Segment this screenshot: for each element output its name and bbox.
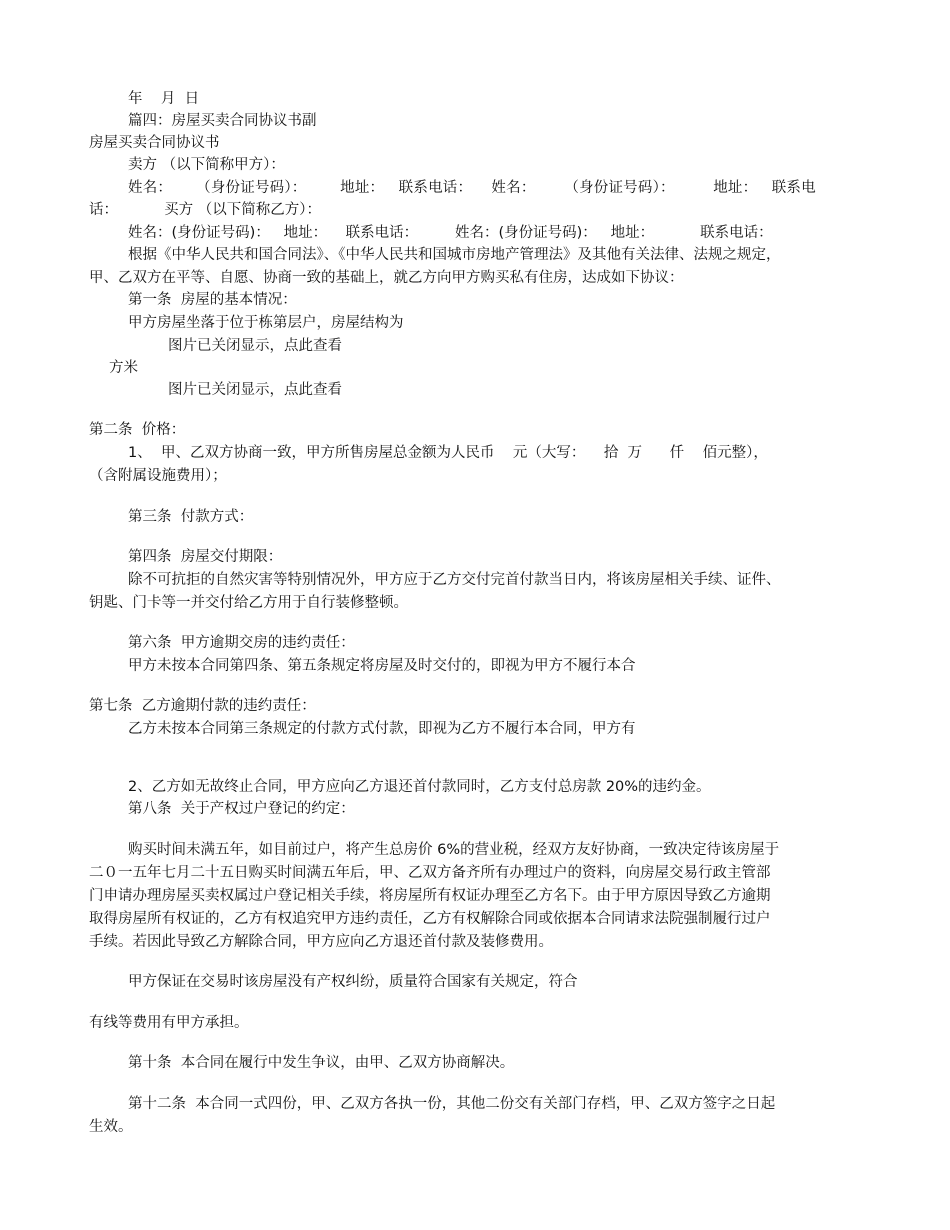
clause-3-heading: 第三条 付款方式： xyxy=(128,509,254,525)
clause-4-text-1: 除不可抗拒的自然灾害等特别情况外，甲方应于乙方交付完首付款当日内，将该房屋相关手续、证件、 xyxy=(128,572,781,588)
clause-8-heading: 第八条 关于产权过户登记的约定： xyxy=(128,801,355,817)
clause-8-text-2: 二０一五年七月二十五日购买时间满五年后，甲、乙双方备齐所有办理过户的资料，向房屋交易行政主管部 xyxy=(89,865,771,881)
clause-12-text-1: 第十二条 本合同一式四份，甲、乙双方各执一份，其他二份交有关部门存档，甲、乙双方签字之日起 xyxy=(128,1096,776,1112)
date-line: 年 月 日 xyxy=(128,91,200,107)
clause-7-heading: 第七条 乙方逾期付款的违约责任： xyxy=(89,698,316,714)
image-placeholder-link[interactable]: 图片已关闭显示，点此查看 xyxy=(168,382,342,398)
article-heading: 篇四：房屋买卖合同协议书副 xyxy=(128,113,317,129)
clause-7-item-2: 2、乙方如无故终止合同，甲方应向乙方退还首付款同时，乙方支付总房款 20%的违约金。 xyxy=(128,779,711,795)
seller-fields-line: 姓名： （身份证号码）： 地址： 联系电话： 姓名： （身份证号码）： 地址： 联系电 xyxy=(128,180,816,196)
clause-1-text: 甲方房屋坐落于位于栋第层户，房屋结构为 xyxy=(128,315,404,331)
clause-4-text-2: 钥匙、门卡等一并交付给乙方用于自行装修整顿。 xyxy=(89,595,408,611)
fee-text: 有线等费用有甲方承担。 xyxy=(89,1015,249,1031)
image-placeholder-link[interactable]: 图片已关闭显示，点此查看 xyxy=(168,338,342,354)
clause-4-heading: 第四条 房屋交付期限： xyxy=(128,549,283,565)
clause-2-item-1-cont: （含附属设施费用）； xyxy=(89,468,227,484)
buyer-fields-line: 姓名：(身份证号码)： 地址： 联系电话： 姓名：(身份证号码)： 地址： 联系电话： xyxy=(128,225,773,241)
clause-2-item-1: 1、 甲、乙双方协商一致，甲方所售房屋总金额为人民币 元（大写： 拾 万 仟 佰元整）， xyxy=(128,445,768,461)
clause-7-text: 乙方未按本合同第三条规定的付款方式付款，即视为乙方不履行本合同，甲方有 xyxy=(128,721,636,737)
clause-8-text-1: 购买时间未满五年，如目前过户，将产生总房价 6%的营业税，经双方友好协商，一致决定待该房屋于 xyxy=(128,842,780,858)
clause-8-text-4: 取得房屋所有权证的，乙方有权追究甲方违约责任，乙方有权解除合同或依据本合同请求法院强制履行过户 xyxy=(89,911,771,927)
clause-6-heading: 第六条 甲方逾期交房的违约责任： xyxy=(128,635,355,651)
preamble-line-2: 甲、乙双方在平等、自愿、协商一致的基础上，就乙方向甲方购买私有住房，达成如下协议： xyxy=(89,270,684,286)
clause-8-text-3: 门申请办理房屋买卖权属过户登记相关手续，将房屋所有权证办理至乙方名下。由于甲方原因导致乙方逾期 xyxy=(89,888,771,904)
clause-6-text: 甲方未按本合同第四条、第五条规定将房屋及时交付的，即视为甲方不履行本合 xyxy=(128,658,636,674)
buyer-label-line: 话： 买方 （以下简称乙方）： xyxy=(89,202,321,218)
contract-title: 房屋买卖合同协议书 xyxy=(89,135,220,151)
clause-8-text-5: 手续。若因此导致乙方解除合同，甲方应向乙方退还首付款及装修费用。 xyxy=(89,934,553,950)
preamble-line-1: 根据《中华人民共和国合同法》、《中华人民共和国城市房地产管理法》及其他有关法律、法规之规定， xyxy=(128,247,781,263)
warranty-text: 甲方保证在交易时该房屋没有产权纠纷，质量符合国家有关规定，符合 xyxy=(128,974,578,990)
area-unit-text: 方米 xyxy=(109,360,138,376)
seller-label: 卖方 （以下简称甲方）： xyxy=(128,157,285,173)
clause-1-heading: 第一条 房屋的基本情况： xyxy=(128,292,297,308)
clause-10-text: 第十条 本合同在履行中发生争议，由甲、乙双方协商解决。 xyxy=(128,1055,515,1071)
clause-2-heading: 第二条 价格： xyxy=(89,422,186,438)
clause-12-text-2: 生效。 xyxy=(89,1119,133,1135)
